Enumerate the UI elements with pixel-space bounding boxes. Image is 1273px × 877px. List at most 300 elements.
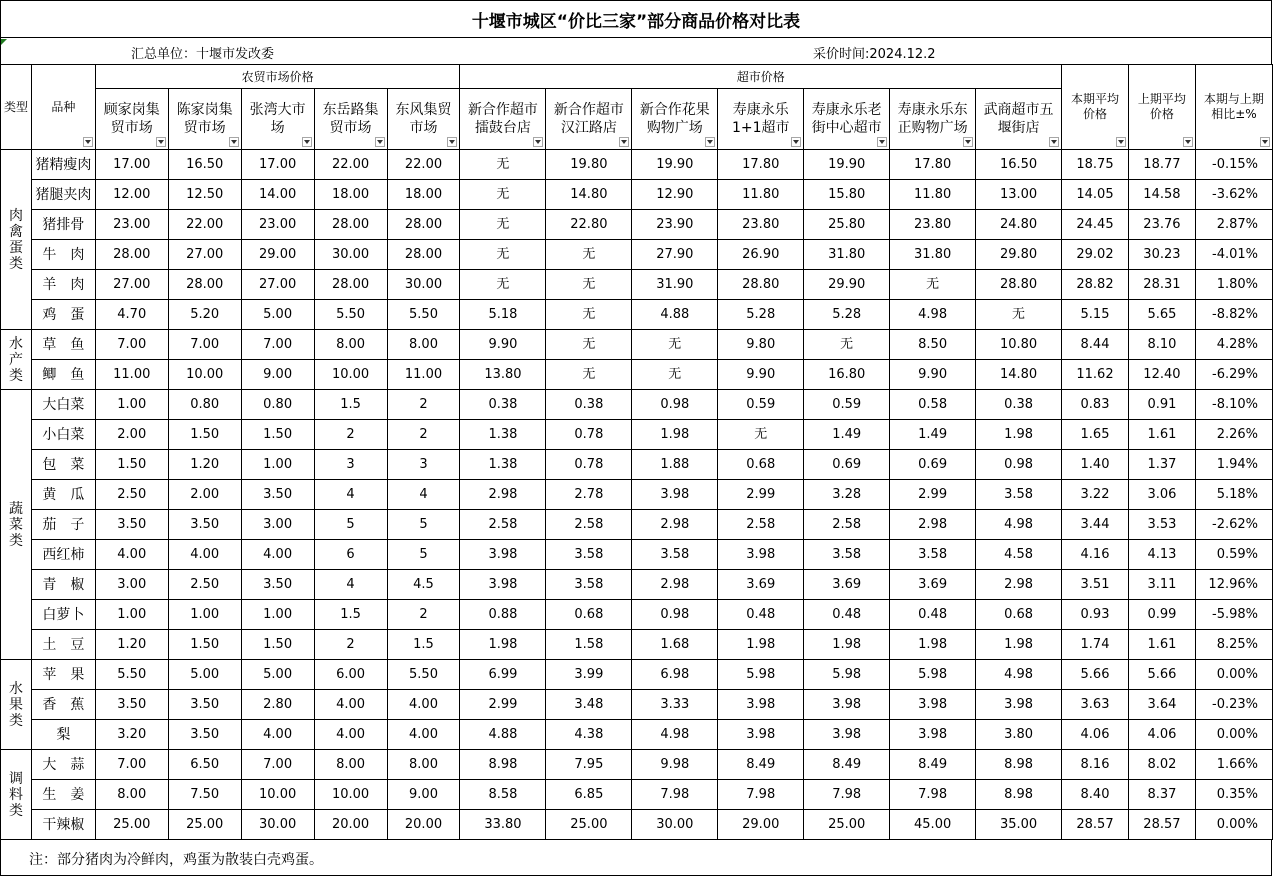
farm-price: 8.00: [387, 750, 460, 780]
header-supermarket: [718, 89, 804, 150]
super-price: 35.00: [976, 810, 1062, 840]
super-price: 25.80: [804, 210, 890, 240]
farm-price: 7.00: [241, 750, 314, 780]
super-price: 29.80: [976, 240, 1062, 270]
super-price: 3.58: [546, 540, 632, 570]
farm-price: 7.00: [241, 330, 314, 360]
table-row: [1, 570, 1273, 600]
super-price: 0.98: [632, 390, 718, 420]
super-price: 0.98: [632, 600, 718, 630]
header-farm-market-label: 东风集贸市场: [395, 102, 452, 136]
change-pct: 0.59%: [1195, 540, 1272, 570]
current-avg: 0.93: [1062, 600, 1129, 630]
price-table: [0, 64, 1273, 840]
super-price: 28.80: [976, 270, 1062, 300]
current-avg: 1.74: [1062, 630, 1129, 660]
farm-price: 2.00: [95, 420, 168, 450]
header-supermarket-label: 新合作花果购物广场: [639, 102, 710, 136]
super-price: 3.69: [718, 570, 804, 600]
super-price: 无: [976, 300, 1062, 330]
farm-price: 7.50: [168, 780, 241, 810]
farm-price: 1.00: [95, 390, 168, 420]
filter-dropdown-icon[interactable]: [705, 137, 715, 147]
farm-price: 22.00: [168, 210, 241, 240]
filter-dropdown-icon[interactable]: [1183, 137, 1193, 147]
farm-price: 6.50: [168, 750, 241, 780]
change-pct: -3.62%: [1195, 180, 1272, 210]
item-name: 白萝卜: [31, 600, 95, 630]
super-price: 无: [460, 180, 546, 210]
super-price: 31.80: [804, 240, 890, 270]
filter-dropdown-icon[interactable]: [1049, 137, 1059, 147]
prev-avg: 8.10: [1128, 330, 1195, 360]
farm-price: 5.20: [168, 300, 241, 330]
super-price: 22.80: [546, 210, 632, 240]
filter-dropdown-icon[interactable]: [375, 137, 385, 147]
farm-price: 28.00: [387, 210, 460, 240]
header-prev-avg-label: 上期平均价格: [1137, 92, 1186, 121]
super-price: 19.90: [632, 150, 718, 180]
super-price: 0.38: [460, 390, 546, 420]
table-row: [1, 240, 1273, 270]
super-price: 5.28: [718, 300, 804, 330]
header-name-label: 品种: [51, 100, 76, 114]
super-price: 6.98: [632, 660, 718, 690]
farm-price: 3.50: [95, 510, 168, 540]
super-price: 3.80: [976, 720, 1062, 750]
header-supermarket: [460, 89, 546, 150]
super-price: 25.00: [546, 810, 632, 840]
super-price: 1.98: [804, 630, 890, 660]
header-current-avg: [1062, 65, 1129, 150]
filter-dropdown-icon[interactable]: [791, 137, 801, 147]
super-price: 3.98: [890, 690, 976, 720]
table-row: [1, 510, 1273, 540]
farm-price: 4.5: [387, 570, 460, 600]
header-farm-market-label: 顾家岗集贸市场: [103, 102, 160, 136]
super-price: 2.98: [976, 570, 1062, 600]
super-price: 3.98: [804, 690, 890, 720]
farm-price: 5: [387, 510, 460, 540]
header-change: [1195, 65, 1272, 150]
table-row: [1, 210, 1273, 240]
farm-price: 17.00: [241, 150, 314, 180]
super-price: 3.98: [890, 720, 976, 750]
super-price: 无: [460, 240, 546, 270]
super-price: 25.00: [804, 810, 890, 840]
super-price: 无: [460, 150, 546, 180]
prev-avg: 28.57: [1128, 810, 1195, 840]
filter-dropdown-icon[interactable]: [447, 137, 457, 147]
super-price: 31.80: [890, 240, 976, 270]
super-price: 4.98: [632, 720, 718, 750]
item-name: 梨: [31, 720, 95, 750]
farm-price: 4.00: [241, 720, 314, 750]
farm-price: 11.00: [387, 360, 460, 390]
farm-price: 2.50: [95, 480, 168, 510]
farm-price: 12.00: [95, 180, 168, 210]
current-avg: 5.66: [1062, 660, 1129, 690]
change-pct: 2.87%: [1195, 210, 1272, 240]
super-price: 6.99: [460, 660, 546, 690]
farm-price: 5.50: [387, 660, 460, 690]
change-pct: 0.00%: [1195, 660, 1272, 690]
farm-price: 5.50: [387, 300, 460, 330]
super-price: 3.98: [976, 690, 1062, 720]
farm-price: 2.00: [168, 480, 241, 510]
item-name: 猪精瘦肉: [31, 150, 95, 180]
table-row: [1, 180, 1273, 210]
change-pct: 8.25%: [1195, 630, 1272, 660]
super-price: 2.98: [460, 480, 546, 510]
filter-dropdown-icon[interactable]: [302, 137, 312, 147]
super-price: 3.33: [632, 690, 718, 720]
farm-price: 3.50: [241, 570, 314, 600]
super-price: 6.85: [546, 780, 632, 810]
prev-avg: 4.13: [1128, 540, 1195, 570]
current-avg: 14.05: [1062, 180, 1129, 210]
header-farm-market: [241, 89, 314, 150]
super-price: 3.48: [546, 690, 632, 720]
item-name: 包 菜: [31, 450, 95, 480]
header-supermarket: [976, 89, 1062, 150]
super-price: 3.98: [718, 690, 804, 720]
farm-price: 4: [314, 480, 387, 510]
farm-price: 25.00: [168, 810, 241, 840]
table-row: [1, 480, 1273, 510]
farm-price: 4.00: [387, 720, 460, 750]
farm-price: 5.00: [241, 300, 314, 330]
farm-price: 3.50: [95, 690, 168, 720]
farm-price: 2: [314, 420, 387, 450]
header-farm-group: 农贸市场价格: [95, 65, 460, 89]
super-price: 无: [460, 210, 546, 240]
change-pct: -0.23%: [1195, 690, 1272, 720]
super-price: 13.00: [976, 180, 1062, 210]
farm-price: 3.50: [168, 690, 241, 720]
farm-price: 25.00: [95, 810, 168, 840]
farm-price: 28.00: [314, 210, 387, 240]
super-price: 8.58: [460, 780, 546, 810]
current-avg: 18.75: [1062, 150, 1129, 180]
super-price: 29.90: [804, 270, 890, 300]
super-price: 2.58: [460, 510, 546, 540]
item-name: 大 蒜: [31, 750, 95, 780]
super-price: 10.80: [976, 330, 1062, 360]
super-price: 3.58: [632, 540, 718, 570]
footnote-text: 注：部分猪肉为冷鲜肉，鸡蛋为散装白壳鸡蛋。: [29, 852, 323, 868]
super-price: 9.98: [632, 750, 718, 780]
super-price: 0.59: [718, 390, 804, 420]
cell-marker-icon: [1, 39, 7, 45]
table-row: [1, 720, 1273, 750]
super-price: 无: [718, 420, 804, 450]
super-price: 29.00: [718, 810, 804, 840]
super-price: 2.78: [546, 480, 632, 510]
super-price: 8.49: [890, 750, 976, 780]
super-price: 24.80: [976, 210, 1062, 240]
current-avg: 11.62: [1062, 360, 1129, 390]
super-price: 4.98: [890, 300, 976, 330]
current-avg: 3.63: [1062, 690, 1129, 720]
super-price: 0.48: [890, 600, 976, 630]
farm-price: 3.50: [168, 510, 241, 540]
super-price: 7.98: [804, 780, 890, 810]
super-price: 2.58: [718, 510, 804, 540]
current-avg: 8.16: [1062, 750, 1129, 780]
farm-price: 23.00: [241, 210, 314, 240]
change-pct: -8.10%: [1195, 390, 1272, 420]
category-label: 调料类: [8, 770, 23, 819]
super-price: 7.98: [632, 780, 718, 810]
item-name: 土 豆: [31, 630, 95, 660]
table-row: [1, 390, 1273, 420]
header-supermarket-label: 新合作超市汉江路店: [553, 102, 624, 136]
farm-price: 5: [387, 540, 460, 570]
current-avg: 8.44: [1062, 330, 1129, 360]
super-price: 17.80: [718, 150, 804, 180]
filter-dropdown-icon[interactable]: [156, 137, 166, 147]
farm-price: 2: [314, 630, 387, 660]
super-price: 3.98: [718, 540, 804, 570]
item-name: 干辣椒: [31, 810, 95, 840]
super-price: 3.28: [804, 480, 890, 510]
farm-price: 10.00: [168, 360, 241, 390]
super-price: 11.80: [718, 180, 804, 210]
filter-dropdown-icon[interactable]: [1116, 137, 1126, 147]
filter-dropdown-icon[interactable]: [963, 137, 973, 147]
super-price: 0.38: [976, 390, 1062, 420]
header-supermarket-label: 寿康永乐老街中心超市: [811, 102, 882, 136]
super-price: 8.98: [976, 780, 1062, 810]
header-supermarket-label: 寿康永乐东正购物广场: [897, 102, 968, 136]
header-farm-market-label: 东岳路集贸市场: [322, 102, 379, 136]
farm-price: 3.00: [241, 510, 314, 540]
header-supermarket-label: 武商超市五堰街店: [983, 102, 1054, 136]
super-price: 无: [632, 360, 718, 390]
header-farm-market: [387, 89, 460, 150]
farm-price: 10.00: [241, 780, 314, 810]
table-row: [1, 600, 1273, 630]
super-price: 3.98: [460, 570, 546, 600]
table-row: [1, 540, 1273, 570]
super-price: 30.00: [632, 810, 718, 840]
farm-price: 29.00: [241, 240, 314, 270]
category-label: 水果类: [8, 680, 23, 729]
super-price: 9.80: [718, 330, 804, 360]
farm-price: 2.80: [241, 690, 314, 720]
change-pct: 0.00%: [1195, 720, 1272, 750]
super-price: 28.80: [718, 270, 804, 300]
farm-price: 4.00: [168, 540, 241, 570]
farm-price: 1.50: [241, 630, 314, 660]
farm-price: 3: [314, 450, 387, 480]
super-price: 9.90: [460, 330, 546, 360]
super-price: 26.90: [718, 240, 804, 270]
farm-price: 20.00: [387, 810, 460, 840]
super-price: 无: [890, 270, 976, 300]
header-name: [31, 65, 95, 150]
farm-price: 2.50: [168, 570, 241, 600]
super-price: 0.48: [804, 600, 890, 630]
super-price: 0.98: [976, 450, 1062, 480]
farm-price: 22.00: [387, 150, 460, 180]
super-price: 无: [546, 300, 632, 330]
super-price: 8.98: [460, 750, 546, 780]
current-avg: 8.40: [1062, 780, 1129, 810]
super-price: 2.98: [890, 510, 976, 540]
farm-price: 18.00: [387, 180, 460, 210]
table-row: [1, 780, 1273, 810]
filter-dropdown-icon[interactable]: [1260, 137, 1270, 147]
current-avg: 3.44: [1062, 510, 1129, 540]
farm-price: 0.80: [241, 390, 314, 420]
header-supermarket: [546, 89, 632, 150]
farm-price: 1.50: [241, 420, 314, 450]
item-name: 鸡 蛋: [31, 300, 95, 330]
filter-dropdown-icon[interactable]: [619, 137, 629, 147]
super-price: 2.99: [460, 690, 546, 720]
super-price: 23.90: [632, 210, 718, 240]
farm-price: 4.00: [314, 690, 387, 720]
super-price: 1.49: [804, 420, 890, 450]
current-avg: 1.65: [1062, 420, 1129, 450]
farm-price: 1.50: [168, 630, 241, 660]
current-avg: 5.15: [1062, 300, 1129, 330]
table-row: [1, 660, 1273, 690]
super-price: 3.69: [890, 570, 976, 600]
farm-price: 4: [387, 480, 460, 510]
farm-price: 5.00: [241, 660, 314, 690]
prev-avg: 4.06: [1128, 720, 1195, 750]
super-price: 0.78: [546, 420, 632, 450]
super-price: 2.58: [804, 510, 890, 540]
change-pct: -6.29%: [1195, 360, 1272, 390]
farm-price: 8.00: [314, 330, 387, 360]
farm-price: 5.50: [314, 300, 387, 330]
farm-price: 9.00: [387, 780, 460, 810]
change-pct: 4.28%: [1195, 330, 1272, 360]
super-price: 4.38: [546, 720, 632, 750]
table-row: [1, 450, 1273, 480]
table-row: [1, 300, 1273, 330]
farm-price: 5.50: [95, 660, 168, 690]
prev-avg: 1.37: [1128, 450, 1195, 480]
farm-price: 6.00: [314, 660, 387, 690]
super-price: 16.80: [804, 360, 890, 390]
prev-avg: 5.65: [1128, 300, 1195, 330]
farm-price: 7.00: [168, 330, 241, 360]
item-name: 羊 肉: [31, 270, 95, 300]
change-pct: 1.80%: [1195, 270, 1272, 300]
filter-dropdown-icon[interactable]: [877, 137, 887, 147]
filter-dropdown-icon[interactable]: [229, 137, 239, 147]
super-price: 0.48: [718, 600, 804, 630]
super-price: 3.99: [546, 660, 632, 690]
header-supermarket-label: 新合作超市擂鼓台店: [467, 102, 538, 136]
super-price: 无: [546, 360, 632, 390]
prev-avg: 3.53: [1128, 510, 1195, 540]
farm-price: 1.50: [95, 450, 168, 480]
farm-price: 5.00: [168, 660, 241, 690]
farm-price: 3.00: [95, 570, 168, 600]
super-price: 无: [546, 240, 632, 270]
filter-dropdown-icon[interactable]: [533, 137, 543, 147]
table-row: [1, 750, 1273, 780]
table-row: [1, 690, 1273, 720]
item-name: 生 姜: [31, 780, 95, 810]
super-price: 31.90: [632, 270, 718, 300]
farm-price: 0.80: [168, 390, 241, 420]
super-price: 9.90: [890, 360, 976, 390]
super-price: 1.98: [976, 420, 1062, 450]
super-price: 2.58: [546, 510, 632, 540]
super-price: 0.69: [804, 450, 890, 480]
super-price: 1.38: [460, 450, 546, 480]
super-price: 2.99: [718, 480, 804, 510]
header-farm-market: [314, 89, 387, 150]
filter-dropdown-icon[interactable]: [83, 137, 93, 147]
super-price: 3.98: [460, 540, 546, 570]
table-row: [1, 150, 1273, 180]
super-price: 7.95: [546, 750, 632, 780]
farm-price: 5: [314, 510, 387, 540]
prev-avg: 28.31: [1128, 270, 1195, 300]
super-price: 45.00: [890, 810, 976, 840]
farm-price: 27.00: [95, 270, 168, 300]
table-row: [1, 420, 1273, 450]
current-avg: 24.45: [1062, 210, 1129, 240]
farm-price: 3.50: [241, 480, 314, 510]
farm-price: 28.00: [168, 270, 241, 300]
super-price: 9.90: [718, 360, 804, 390]
table-row: [1, 630, 1273, 660]
super-price: 0.58: [890, 390, 976, 420]
farm-price: 9.00: [241, 360, 314, 390]
sheet-title: 十堰市城区“价比三家”部分商品价格对比表: [0, 0, 1272, 38]
prev-avg: 23.76: [1128, 210, 1195, 240]
change-pct: -2.62%: [1195, 510, 1272, 540]
header-farm-market-label: 张湾大市场: [249, 102, 306, 136]
farm-price: 28.00: [387, 240, 460, 270]
super-price: 1.98: [976, 630, 1062, 660]
super-price: 8.98: [976, 750, 1062, 780]
farm-price: 1.00: [95, 600, 168, 630]
super-price: 3.69: [804, 570, 890, 600]
header-supermarket: [804, 89, 890, 150]
farm-price: 10.00: [314, 360, 387, 390]
super-price: 1.49: [890, 420, 976, 450]
super-price: 3.58: [890, 540, 976, 570]
current-avg: 28.57: [1062, 810, 1129, 840]
item-name: 草 鱼: [31, 330, 95, 360]
farm-price: 4.00: [387, 690, 460, 720]
info-row: [0, 38, 1272, 64]
unit-label: 汇总单位：十堰市发改委: [131, 47, 275, 62]
category-cell: [1, 150, 32, 330]
farm-price: 18.00: [314, 180, 387, 210]
super-price: 14.80: [976, 360, 1062, 390]
super-price: 11.80: [890, 180, 976, 210]
date-label: 采价时间:2024.12.2: [813, 47, 936, 62]
footnote: [0, 840, 1272, 876]
farm-price: 1.5: [314, 600, 387, 630]
category-cell: [1, 330, 32, 390]
header-farm-market: [168, 89, 241, 150]
super-price: 3.58: [546, 570, 632, 600]
super-price: 2.98: [632, 570, 718, 600]
super-price: 4.88: [632, 300, 718, 330]
